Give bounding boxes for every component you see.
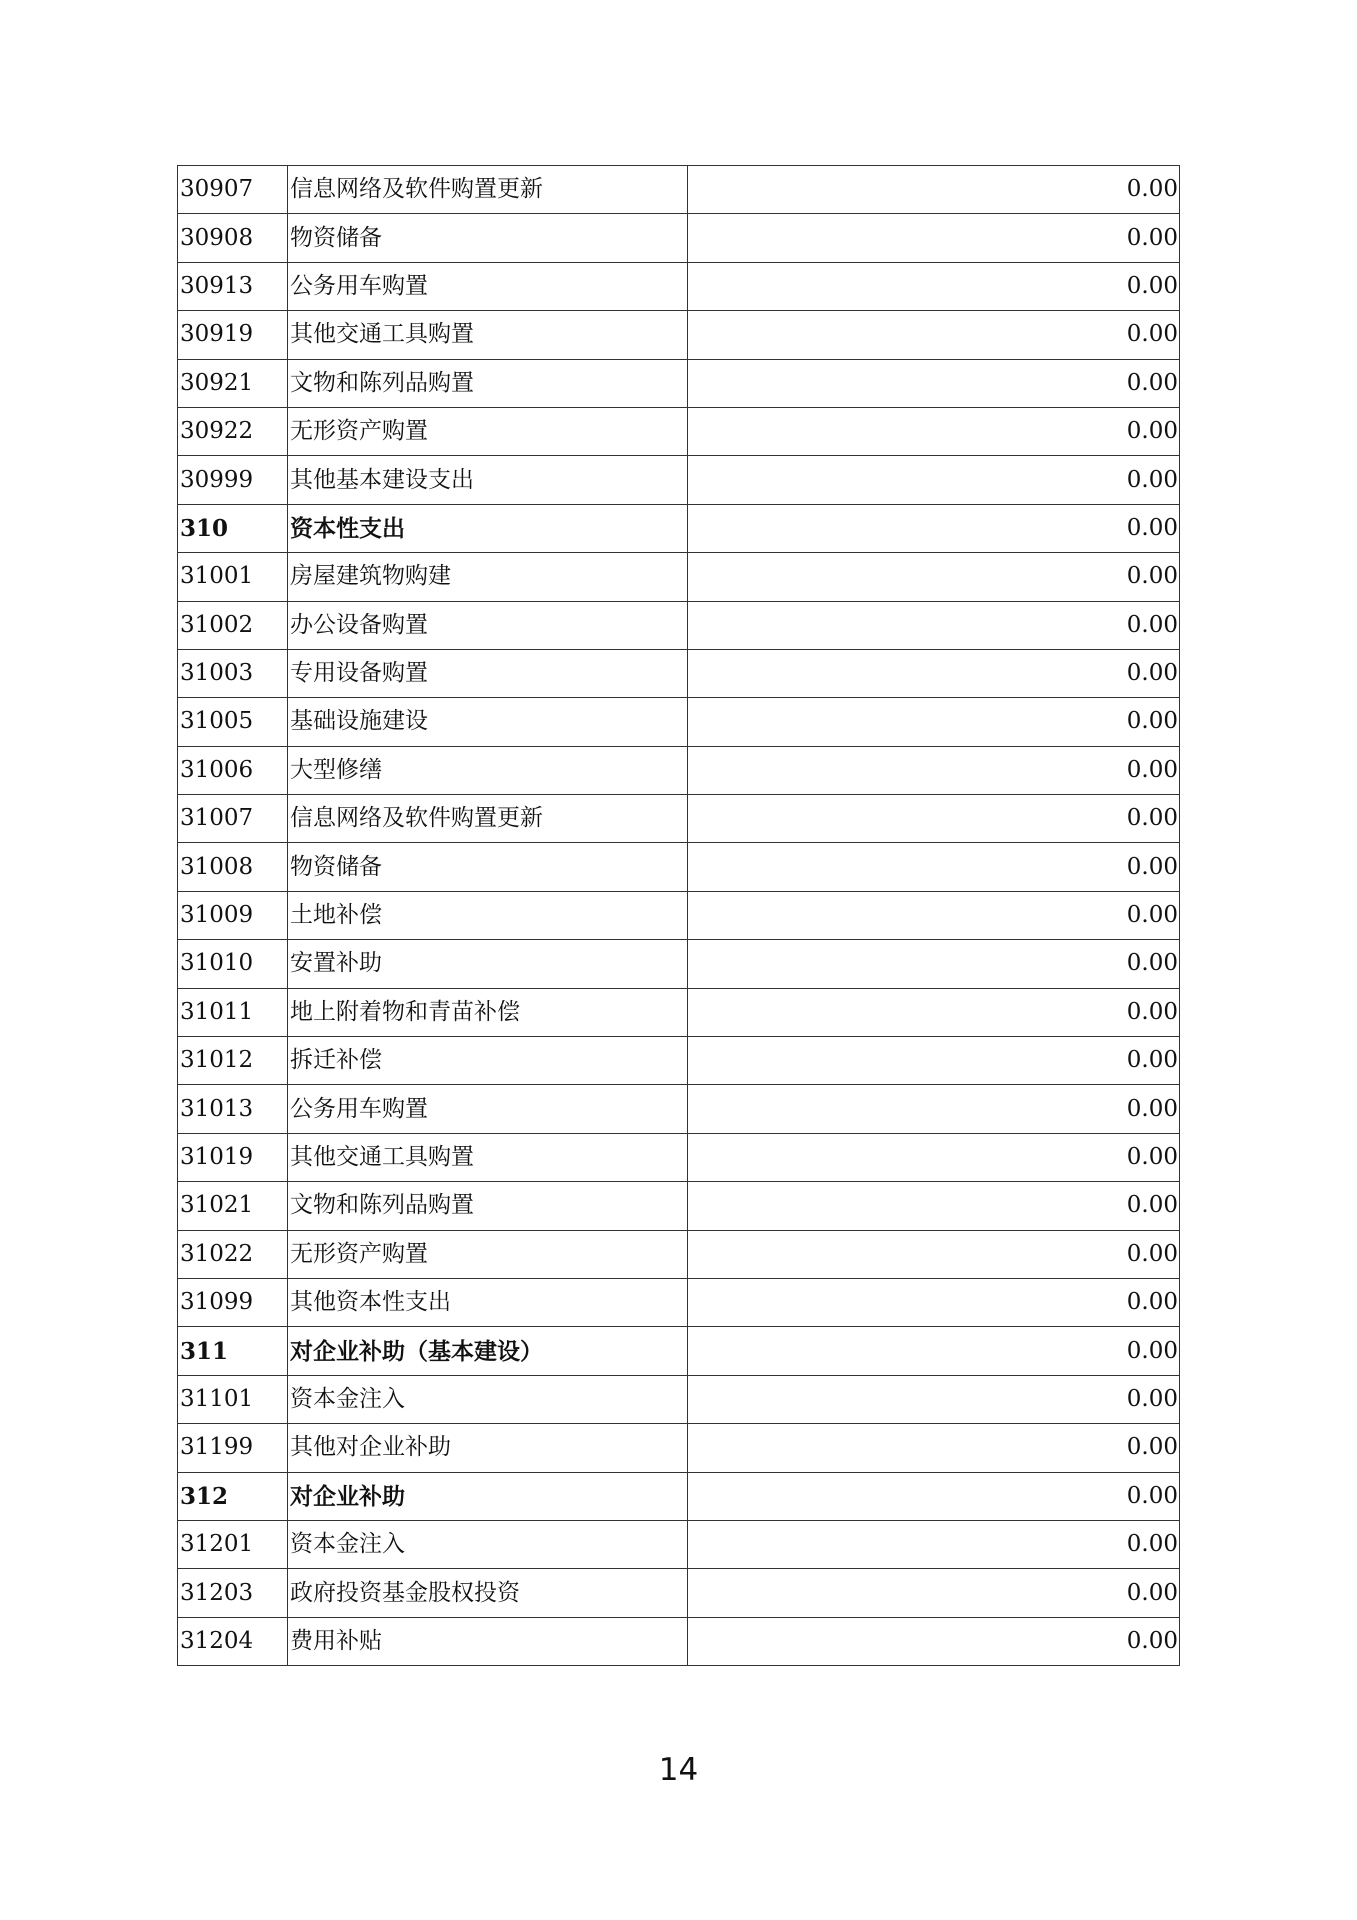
amount-cell: 0.00	[688, 1617, 1180, 1665]
table-row	[178, 843, 1180, 891]
expense-name-cell: 地上附着物和青苗补偿	[288, 988, 688, 1036]
table-row	[178, 1037, 1180, 1085]
expense-code-cell: 30919	[178, 311, 288, 359]
table-row	[178, 553, 1180, 601]
expense-code-cell: 31008	[178, 843, 288, 891]
expense-code-cell: 30922	[178, 407, 288, 455]
amount-cell: 0.00	[688, 1230, 1180, 1278]
expense-code-cell: 31003	[178, 649, 288, 697]
expense-code-cell: 30908	[178, 214, 288, 262]
expense-code-cell: 31022	[178, 1230, 288, 1278]
amount-cell: 0.00	[688, 262, 1180, 310]
expense-name-cell: 其他交通工具购置	[288, 1133, 688, 1181]
table-row	[178, 1085, 1180, 1133]
expense-name-cell: 拆迁补偿	[288, 1037, 688, 1085]
expense-code-cell: 30999	[178, 456, 288, 504]
amount-cell: 0.00	[688, 504, 1180, 552]
table-row	[178, 649, 1180, 697]
table-row	[178, 456, 1180, 504]
expense-code-cell: 31007	[178, 795, 288, 843]
table-row	[178, 988, 1180, 1036]
expense-name-cell: 对企业补助	[288, 1472, 688, 1520]
expense-code-cell: 312	[178, 1472, 288, 1520]
amount-cell: 0.00	[688, 166, 1180, 214]
expense-name-cell: 办公设备购置	[288, 601, 688, 649]
expense-name-cell: 无形资产购置	[288, 407, 688, 455]
expense-code-cell: 31012	[178, 1037, 288, 1085]
amount-cell: 0.00	[688, 1520, 1180, 1568]
table-row	[178, 746, 1180, 794]
expense-code-cell: 31001	[178, 553, 288, 601]
table-row	[178, 1278, 1180, 1326]
amount-cell: 0.00	[688, 1327, 1180, 1375]
amount-cell: 0.00	[688, 1278, 1180, 1326]
expense-code-cell: 30921	[178, 359, 288, 407]
amount-cell: 0.00	[688, 940, 1180, 988]
expense-name-cell: 专用设备购置	[288, 649, 688, 697]
amount-cell: 0.00	[688, 1133, 1180, 1181]
amount-cell: 0.00	[688, 456, 1180, 504]
expense-name-cell: 其他资本性支出	[288, 1278, 688, 1326]
expense-name-cell: 安置补助	[288, 940, 688, 988]
expense-name-cell: 信息网络及软件购置更新	[288, 795, 688, 843]
expense-code-cell: 311	[178, 1327, 288, 1375]
expense-code-cell: 31010	[178, 940, 288, 988]
amount-cell: 0.00	[688, 553, 1180, 601]
table-row	[178, 891, 1180, 939]
expense-name-cell: 文物和陈列品购置	[288, 1182, 688, 1230]
expense-name-cell: 文物和陈列品购置	[288, 359, 688, 407]
expense-name-cell: 物资储备	[288, 214, 688, 262]
amount-cell: 0.00	[688, 1569, 1180, 1617]
expense-name-cell: 土地补偿	[288, 891, 688, 939]
amount-cell: 0.00	[688, 795, 1180, 843]
amount-cell: 0.00	[688, 359, 1180, 407]
table-row	[178, 1182, 1180, 1230]
amount-cell: 0.00	[688, 1037, 1180, 1085]
expense-code-cell: 30907	[178, 166, 288, 214]
amount-cell: 0.00	[688, 649, 1180, 697]
expense-name-cell: 其他基本建设支出	[288, 456, 688, 504]
page-number: 14	[658, 1752, 699, 1788]
table-row	[178, 1327, 1180, 1375]
amount-cell: 0.00	[688, 311, 1180, 359]
amount-cell: 0.00	[688, 1375, 1180, 1423]
amount-cell: 0.00	[688, 1085, 1180, 1133]
amount-cell: 0.00	[688, 1424, 1180, 1472]
expense-code-cell: 31019	[178, 1133, 288, 1181]
amount-cell: 0.00	[688, 843, 1180, 891]
expense-name-cell: 对企业补助（基本建设）	[288, 1327, 688, 1375]
amount-cell: 0.00	[688, 1182, 1180, 1230]
expense-name-cell: 信息网络及软件购置更新	[288, 166, 688, 214]
table-row	[178, 214, 1180, 262]
budget-table	[177, 165, 1180, 1666]
table-row	[178, 1230, 1180, 1278]
table-row	[178, 698, 1180, 746]
table-row	[178, 1424, 1180, 1472]
expense-name-cell: 公务用车购置	[288, 262, 688, 310]
expense-name-cell: 无形资产购置	[288, 1230, 688, 1278]
amount-cell: 0.00	[688, 698, 1180, 746]
amount-cell: 0.00	[688, 214, 1180, 262]
amount-cell: 0.00	[688, 407, 1180, 455]
expense-code-cell: 31199	[178, 1424, 288, 1472]
expense-name-cell: 基础设施建设	[288, 698, 688, 746]
expense-name-cell: 资本性支出	[288, 504, 688, 552]
amount-cell: 0.00	[688, 1472, 1180, 1520]
table-row	[178, 795, 1180, 843]
expense-code-cell: 30913	[178, 262, 288, 310]
table-row	[178, 1520, 1180, 1568]
expense-code-cell: 310	[178, 504, 288, 552]
expense-name-cell: 公务用车购置	[288, 1085, 688, 1133]
table-row	[178, 1617, 1180, 1665]
expense-name-cell: 费用补贴	[288, 1617, 688, 1665]
table-row	[178, 1569, 1180, 1617]
table-row	[178, 262, 1180, 310]
table-row	[178, 1375, 1180, 1423]
expense-code-cell: 31201	[178, 1520, 288, 1568]
expense-code-cell: 31101	[178, 1375, 288, 1423]
table-row	[178, 166, 1180, 214]
table-row	[178, 504, 1180, 552]
table-row	[178, 601, 1180, 649]
expense-code-cell: 31203	[178, 1569, 288, 1617]
table-row	[178, 940, 1180, 988]
table-row	[178, 1133, 1180, 1181]
expense-code-cell: 31002	[178, 601, 288, 649]
amount-cell: 0.00	[688, 988, 1180, 1036]
expense-name-cell: 政府投资基金股权投资	[288, 1569, 688, 1617]
expense-code-cell: 31099	[178, 1278, 288, 1326]
expense-name-cell: 其他对企业补助	[288, 1424, 688, 1472]
expense-code-cell: 31006	[178, 746, 288, 794]
amount-cell: 0.00	[688, 601, 1180, 649]
expense-name-cell: 资本金注入	[288, 1375, 688, 1423]
table-row	[178, 1472, 1180, 1520]
expense-code-cell: 31013	[178, 1085, 288, 1133]
expense-name-cell: 资本金注入	[288, 1520, 688, 1568]
expense-code-cell: 31011	[178, 988, 288, 1036]
table-row	[178, 407, 1180, 455]
expense-code-cell: 31204	[178, 1617, 288, 1665]
amount-cell: 0.00	[688, 891, 1180, 939]
expense-name-cell: 其他交通工具购置	[288, 311, 688, 359]
expense-code-cell: 31021	[178, 1182, 288, 1230]
amount-cell: 0.00	[688, 746, 1180, 794]
expense-code-cell: 31005	[178, 698, 288, 746]
table-row	[178, 311, 1180, 359]
table-body	[178, 166, 1180, 1666]
expense-name-cell: 房屋建筑物购建	[288, 553, 688, 601]
expense-name-cell: 物资储备	[288, 843, 688, 891]
expense-code-cell: 31009	[178, 891, 288, 939]
expense-name-cell: 大型修缮	[288, 746, 688, 794]
table-row	[178, 359, 1180, 407]
